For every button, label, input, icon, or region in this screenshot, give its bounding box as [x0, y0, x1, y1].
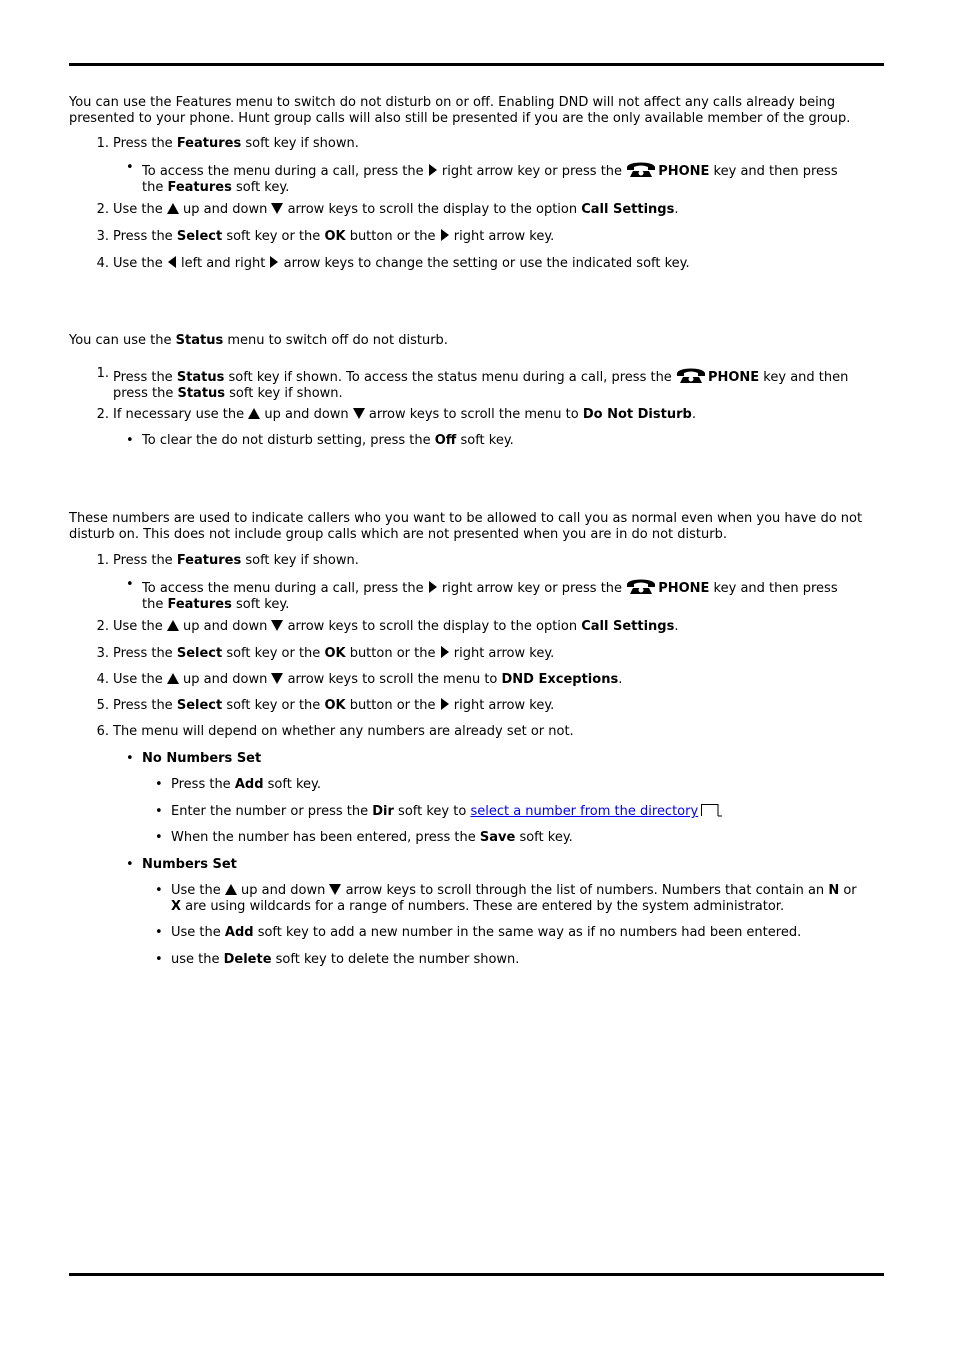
bullet-dot: •: [155, 883, 163, 898]
bullet-dot: •: [126, 751, 134, 766]
right-arrow-icon: [428, 581, 438, 593]
down-arrow-icon: [353, 408, 365, 419]
step-number: 3.: [96, 229, 109, 244]
step-text: Press the Select soft key or the OK button or the right arrow key.: [113, 646, 555, 661]
cross-reference-icon: [701, 804, 723, 817]
bullet-dot: •: [126, 433, 134, 448]
bullet-text: To access the menu during a call, press the right arrow key or press the PHONE key and then press the Features soft key.: [142, 160, 857, 196]
step-number: 3.: [96, 646, 109, 661]
left-arrow-icon: [167, 256, 177, 268]
bullet-dot: •: [155, 830, 163, 845]
step-number: 4.: [96, 672, 109, 687]
step-text: The menu will depend on whether any numbers are already set or not.: [113, 724, 574, 739]
phone-icon: [676, 366, 706, 384]
step-text: Press the Features soft key if shown.: [113, 553, 359, 568]
step-text: Press the Select soft key or the OK button or the right arrow key.: [113, 698, 555, 713]
directory-link[interactable]: select a number from the directory: [470, 804, 699, 819]
bullet-dot: •: [155, 777, 163, 792]
paragraph-text: You can use the Features menu to switch do not disturb on or off. Enabling DND will not affect any calls already being presented to your phone. Hunt group calls will also still be presented if you are the only available member of the group.: [69, 95, 851, 126]
up-arrow-icon: [167, 620, 179, 631]
paragraph-text: These numbers are used to indicate callers who you want to be allowed to call you as normal even when you have do not disturb on. This does not include group calls which are not presented when you are in do not disturb.: [69, 511, 863, 542]
step-text: Press the Select soft key or the OK button or the right arrow key.: [113, 229, 555, 244]
phone-icon: [626, 160, 656, 178]
down-arrow-icon: [271, 203, 283, 214]
intro-paragraph-features: [69, 95, 869, 127]
right-arrow-icon: [440, 698, 450, 710]
step-number: 1.: [96, 136, 109, 151]
intro-paragraph-status: [69, 333, 869, 349]
subheading-no-numbers-set: No Numbers Set: [142, 751, 262, 766]
subheading-numbers-set: Numbers Set: [142, 857, 237, 872]
up-arrow-icon: [167, 203, 179, 214]
step-number: 2.: [96, 202, 109, 217]
intro-paragraph-exceptions: [69, 511, 869, 543]
step-number: 1.: [96, 366, 109, 381]
bullet-dot: •: [155, 925, 163, 940]
bullet-text: Use the up and down arrow keys to scroll through the list of numbers. Numbers that contain an N or X are using wildcards for a range of numbers. These are entered by the system administrator.: [171, 883, 857, 914]
step-number: 4.: [96, 256, 109, 271]
up-arrow-icon: [248, 408, 260, 419]
right-arrow-icon: [428, 164, 438, 176]
bullet-dot: •: [155, 952, 163, 967]
right-arrow-icon: [269, 256, 279, 268]
step-number: 6.: [96, 724, 109, 739]
down-arrow-icon: [271, 620, 283, 631]
step-text: Use the left and right arrow keys to change the setting or use the indicated soft key.: [113, 256, 690, 271]
step-text: If necessary use the up and down arrow keys to scroll the menu to Do Not Disturb.: [113, 407, 696, 422]
bullet-text: When the number has been entered, press the Save soft key.: [171, 830, 573, 845]
up-arrow-icon: [167, 673, 179, 684]
bullet-dot: •: [126, 577, 134, 592]
step-text: Use the up and down arrow keys to scroll the display to the option Call Settings.: [113, 619, 679, 634]
down-arrow-icon: [329, 884, 341, 895]
bullet-dot: •: [126, 857, 134, 872]
step-text: Use the up and down arrow keys to scroll the menu to DND Exceptions.: [113, 672, 623, 687]
step-number: 5.: [96, 698, 109, 713]
down-arrow-icon: [271, 673, 283, 684]
step-text: Use the up and down arrow keys to scroll the display to the option Call Settings.: [113, 202, 679, 217]
bullet-dot: •: [155, 804, 163, 819]
header-rule: [69, 63, 884, 66]
phone-icon: [626, 577, 656, 595]
paragraph-text: You can use the Status menu to switch off do not disturb.: [69, 333, 448, 348]
right-arrow-icon: [440, 229, 450, 241]
step-number: 2.: [96, 619, 109, 634]
bullet-text: To access the menu during a call, press the right arrow key or press the PHONE key and then press the Features soft key.: [142, 577, 857, 613]
bullet-text: To clear the do not disturb setting, press the Off soft key.: [142, 433, 514, 448]
bullet-text: Use the Add soft key to add a new number in the same way as if no numbers had been entered.: [171, 925, 802, 940]
bullet-dot: •: [126, 160, 134, 175]
up-arrow-icon: [225, 884, 237, 895]
bullet-text: Press the Add soft key.: [171, 777, 321, 792]
step-number: 1.: [96, 553, 109, 568]
step-text: Press the Features soft key if shown.: [113, 136, 359, 151]
bullet-text: use the Delete soft key to delete the number shown.: [171, 952, 520, 967]
right-arrow-icon: [440, 646, 450, 658]
step-number: 2.: [96, 407, 109, 422]
bullet-text: Enter the number or press the Dir soft key to select a number from the directory: [171, 804, 865, 820]
step-text: Press the Status soft key if shown. To access the status menu during a call, press the PHONE key and then press the Status soft key if shown.: [113, 366, 865, 402]
footer-rule: [69, 1273, 884, 1276]
